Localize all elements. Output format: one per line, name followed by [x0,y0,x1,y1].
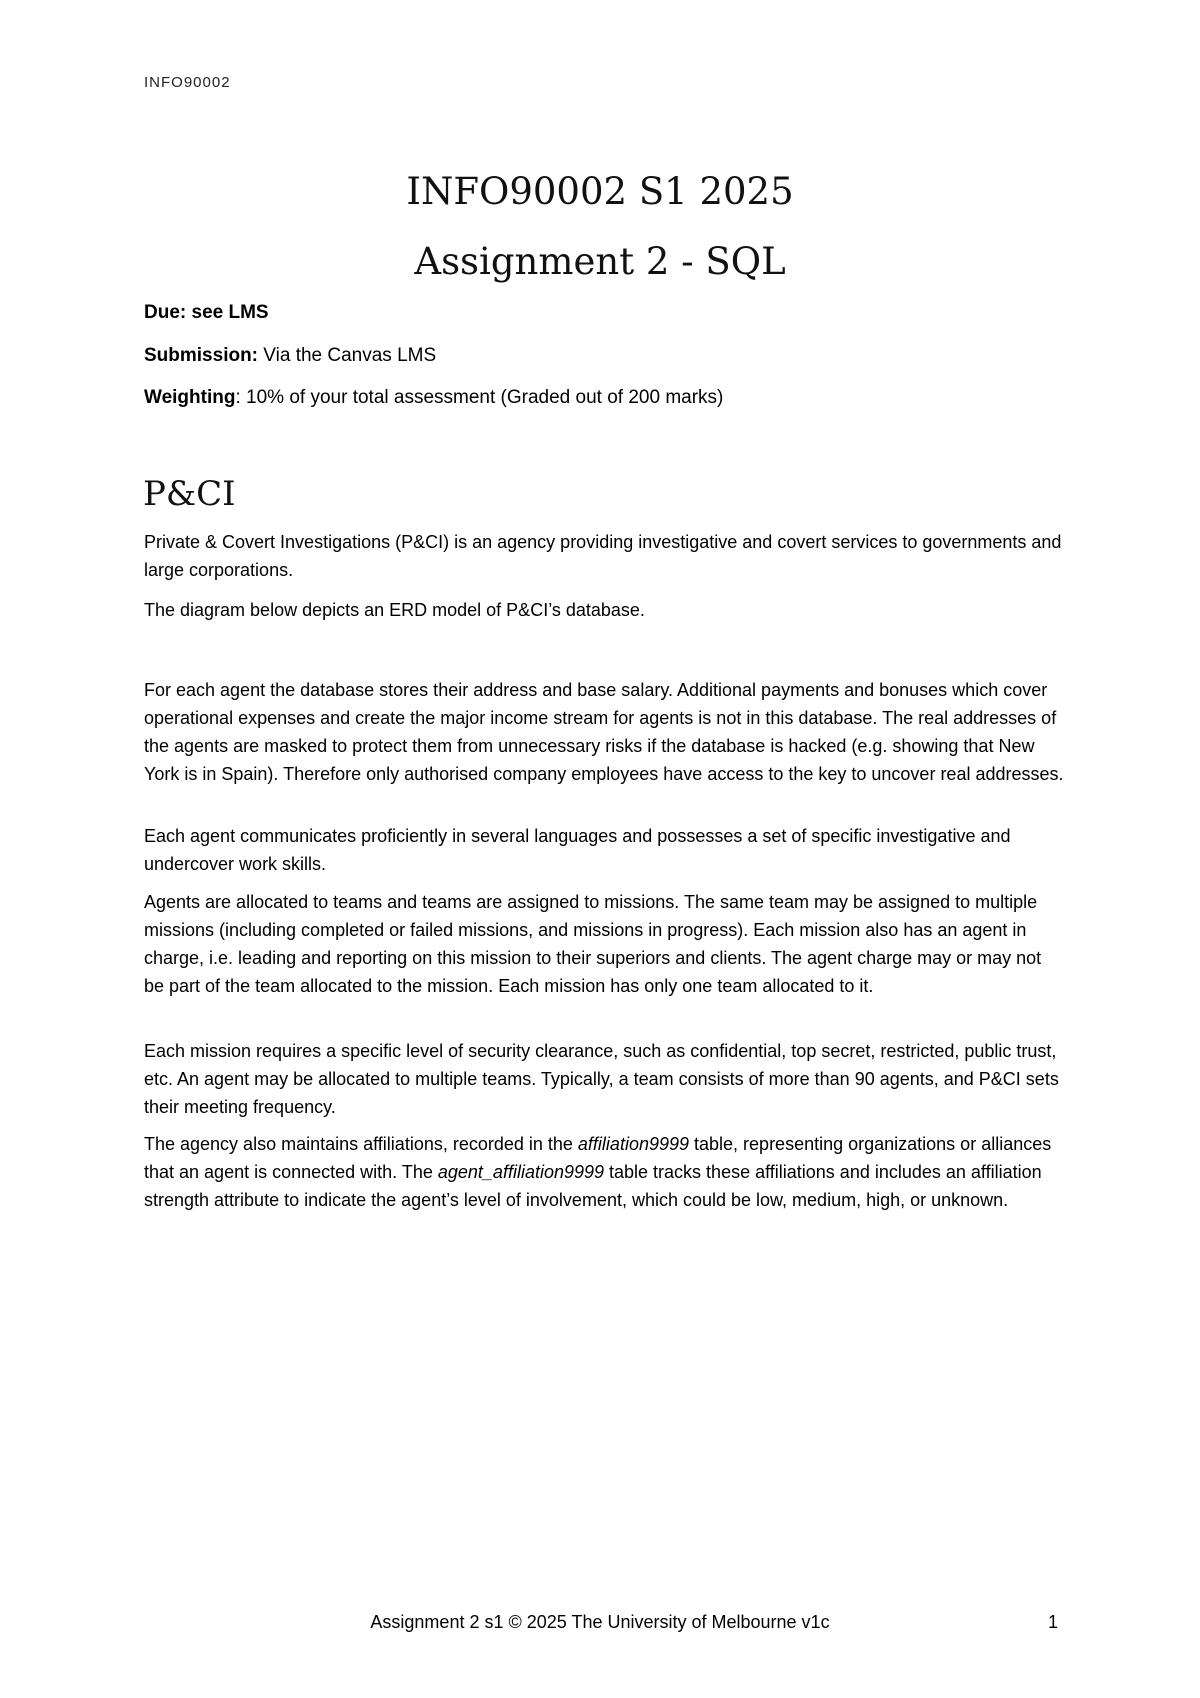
security-paragraph: Each mission requires a specific level of security clearance, such as confidential, top secret, restricted, public trust, etc. An agent may be allocated to multiple teams. Typically, a team consists of more than 90 agents, and P&CI sets their meeting frequency. [144,1041,1059,1117]
document-subtitle: Assignment 2 - SQL [414,240,786,283]
affiliation-text-2: table, representing organizations or alliances that an agent is connected with. The [144,1134,1052,1182]
affiliation-text-3: table tracks these affiliations and includes an affiliation strength attribute to indicate the agent’s level of involvement, which could be low, medium, high, or unknown. [144,1162,1042,1210]
weighting-line [144,387,723,409]
page-header-code: INFO90002 [144,74,231,91]
page-number: 1 [1048,1612,1059,1632]
teams-paragraph: Agents are allocated to teams and teams are assigned to missions. The same team may be assigned to multiple missions (including completed or failed missions, and missions in progress). Each mission also has an agent in charge, i.e. leading and reporting on this mission to their superiors and clients. The agent charge may or may not be part of the team allocated to the mission. Each mission has only one team allocated to it. [144,892,1042,996]
affiliations-paragraph [144,1130,1064,1214]
weighting-value: : 10% of your total assessment (Graded out of 200 marks) [235,387,724,408]
agent-paragraph: For each agent the database stores their address and base salary. Additional payments and bonuses which cover operational expenses and create the major income stream for agents is not in this database. The real addresses of the agents are masked to protect them from unnecessary risks if the database is hacked (e.g. showing that New York is in Spain). Therefore only authorised company employees have access to the key to uncover real addresses. [144,680,1064,784]
diagram-note-paragraph: The diagram below depicts an ERD model of P&CI’s database. [144,600,645,620]
document-title: INFO90002 S1 2025 [406,170,794,213]
footer-text: Assignment 2 s1 © 2025 The University of Melbourne v1c [370,1612,830,1632]
weighting-label: Weighting [144,387,236,408]
intro-paragraph: Private & Covert Investigations (P&CI) is an agency providing investigative and covert services to governments and large corporations. [144,532,1062,580]
section-heading: P&CI [143,474,236,514]
due-label: Due: see LMS [144,302,269,323]
due-line [144,302,269,324]
agent-affiliation-table-name: agent_affiliation9999 [437,1162,605,1182]
languages-paragraph: Each agent communicates proficiently in several languages and possesses a set of specific investigative and undercover work skills. [144,826,1011,874]
submission-line [144,345,436,367]
submission-label: Submission: [144,345,259,366]
submission-value: Via the Canvas LMS [258,345,437,366]
affiliation-text-1: The agency also maintains affiliations, recorded in the [144,1134,578,1154]
affiliation-table-name: affiliation9999 [577,1134,690,1154]
